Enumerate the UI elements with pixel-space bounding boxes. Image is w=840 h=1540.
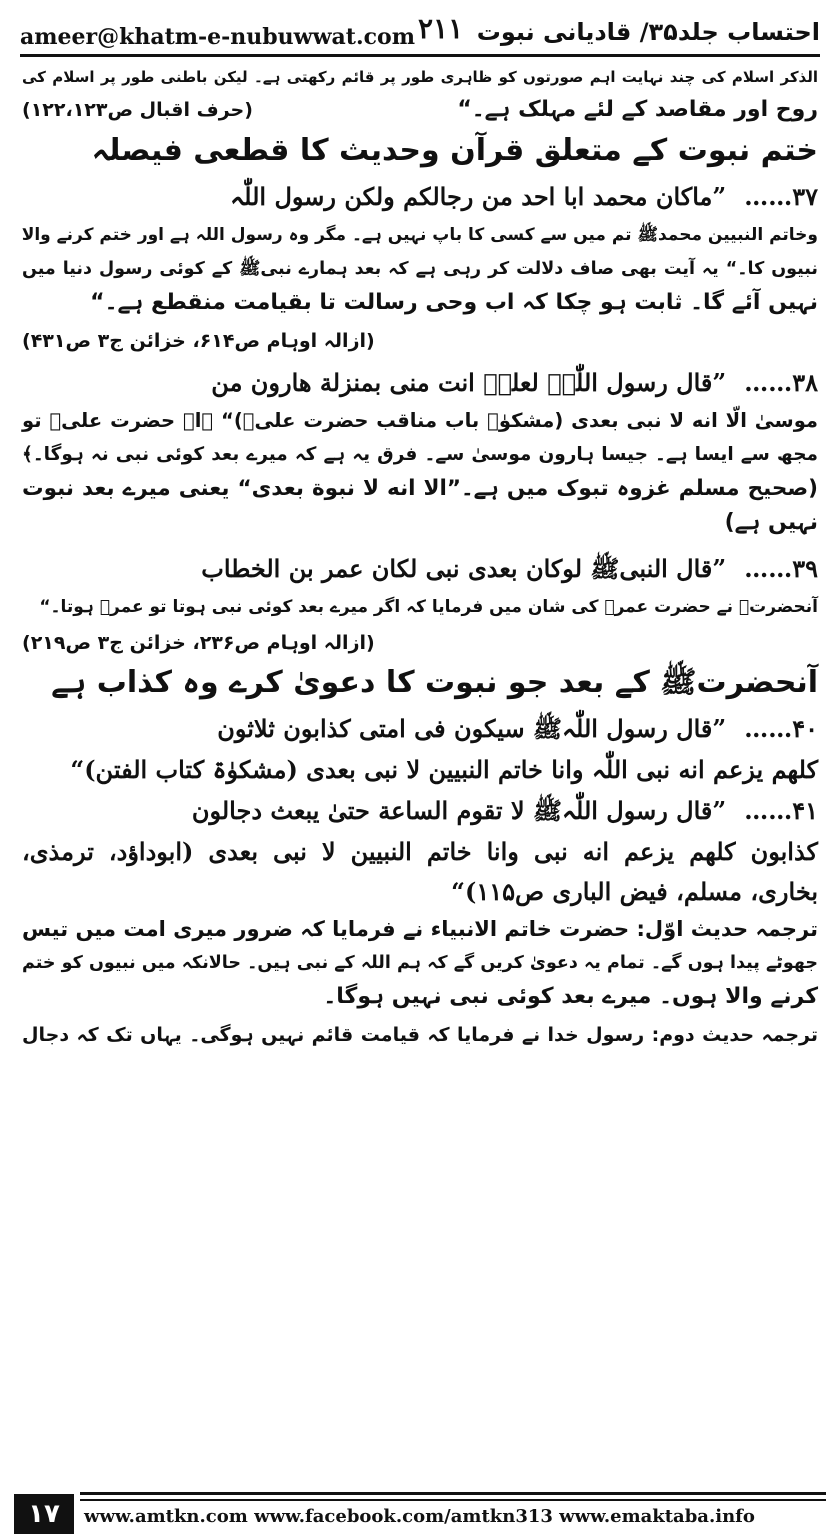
arabic-line: بخاری، مسلم، فیض الباری ص۱۱۵)“: [451, 877, 818, 906]
reference: (ازالہ اوہام ص۲۳۶، خزائن ج۳ ص۲۱۹): [22, 632, 375, 654]
paragraph-line-with-reference: [22, 94, 818, 126]
item-number: ۴۰……: [744, 714, 818, 743]
arabic-text: ”ماکان محمد ابا احد من رجالکم ولکن رسول اللّٰہ: [230, 182, 727, 211]
arabic-text: ”قال رسول اللّٰہﷺ لا تقوم الساعة حتیٰ یبعث دجالون: [191, 796, 727, 825]
page-header: [20, 8, 820, 52]
translation-line: ترجمہ حدیث دوم: رسول خدا نے فرمایا کہ قیامت قائم نہیں ہوگی۔ یہاں تک کہ دجال: [22, 1024, 818, 1046]
arabic-line: کذابون کلهم یزعم انه نبی وانا خاتم النبیین لا نبی بعدی (ابوداؤد، ترمذی،: [22, 837, 818, 866]
footer-rule: [80, 1499, 826, 1501]
header-email: ameer@khatm-e-nubuwwat.com: [20, 24, 415, 50]
paragraph-line: وخاتم النبیین محمدﷺ تم میں سے کسی کا باپ نہیں ہے۔ مگر وہ رسول اللہ ہے اور ختم کرنے والا: [21, 225, 818, 245]
book-title: احتساب جلد۳۵/ قادیانی نبوت: [476, 18, 820, 46]
section-heading: آنحضرتﷺ کے بعد جو نبوت کا دعویٰ کرے وہ کذاب ہے: [51, 665, 818, 700]
footer-rule: [80, 1492, 826, 1495]
arabic-line: کلهم یزعم انه نبی اللّٰہ وانا خاتم النبیین لا نبی بعدی (مشکوٰۃ کتاب الفتن)“: [70, 755, 818, 784]
page-body: [22, 60, 818, 1460]
paragraph-line: روح اور مقاصد کے لئے مہلک ہے۔“: [457, 97, 818, 122]
paragraph-line: (صحیح مسلم غزوہ تبوک میں ہے۔”الا انه لا نبوة بعدی“ یعنی میرے بعد نبوت: [22, 476, 818, 501]
page-footer: [14, 1480, 826, 1540]
footer-urls: www.amtkn.com www.facebook.com/amtkn313 www.emaktaba.info: [84, 1506, 755, 1527]
paragraph-line: نہیں آئے گا۔ ثابت ہو چکا کہ اب وحی رسالت تا بقیامت منقطع ہے۔“: [90, 290, 818, 315]
hadith-39-line1: [22, 548, 818, 590]
section-heading: ختم نبوت کے متعلق قرآن وحدیث کا قطعی فیصلہ: [91, 133, 818, 168]
arabic-text: ”قال رسول اللّٰہﷺ سیکون فی امتی کذابون ثلاثون: [217, 714, 727, 743]
translation-line: ترجمہ حدیث اوّل: حضرت خاتم الانبیاء نے فرمایا کہ ضرور میری امت میں تیس: [22, 917, 818, 941]
item-number: ۳۷……: [744, 182, 818, 211]
hadith-38-line1: [22, 362, 818, 404]
arabic-text: ”قال النبیﷺ لوکان بعدی نبی لکان عمر بن الخطاب: [201, 554, 727, 583]
item-number: ۴۱……: [744, 796, 818, 825]
footer-page-mark: ۱۷: [14, 1494, 74, 1534]
paragraph-line: نبیوں کا۔“ یہ آیت بھی صاف دلالت کر رہی ہے کہ بعد ہمارے نبیﷺ کے کوئی رسول دنیا میں: [22, 259, 818, 279]
translation-line: جھوٹے پیدا ہوں گے۔ تمام یہ دعویٰ کریں گے کہ ہم اللہ کے نبی ہیں۔ حالانکہ میں نبیوں کو ختم: [22, 953, 818, 973]
paragraph-line: مجھ سے ایسا ہے۔ جیسا ہارون موسیٰ سے۔ فرق یہ ہے کہ میرے بعد کوئی نبی نہ ہوگا۔﴾: [22, 444, 818, 465]
paragraph-line: الذکر اسلام کی چند نہایت اہم صورتوں کو ظاہری طور پر قائم رکھتی ہے۔ لیکن باطنی طور پر اسلام کی: [22, 68, 818, 86]
hadith-41-line1: [22, 790, 818, 832]
item-number: ۳۹……: [744, 554, 818, 583]
page-number: ۲۱۱: [418, 12, 464, 45]
hadith-40-line1: [22, 708, 818, 750]
reference: (ازالہ اوہام ص۶۱۴، خزائن ج۳ ص۴۳۱): [22, 330, 375, 352]
hadith-37-line1: [22, 176, 818, 218]
translation-line: کرنے والا ہوں۔ میرے بعد کوئی نبی نہیں ہوگا۔: [323, 984, 818, 1009]
header-rule: [20, 54, 820, 57]
paragraph-line: موسیٰ الّا انه لا نبی بعدی (مشکوٰۃ باب مناقب حضرت علیؓ)“ ﴿اے حضرت علیؓ تو: [22, 409, 818, 432]
arabic-text: ”قال رسول اللّٰہﷺ لعلیؓ انت منی بمنزلة هارون من: [211, 368, 727, 397]
paragraph-line: نہیں ہے): [724, 510, 818, 535]
paragraph-line: آنحضرتﷺ نے حضرت عمرؓ کی شان میں فرمایا کہ اگر میرے بعد کوئی نبی ہوتا تو عمرؓ ہوتا۔“: [39, 597, 818, 617]
reference: (حرف اقبال ص۱۲۲،۱۲۳): [22, 99, 253, 121]
item-number: ۳۸……: [744, 368, 818, 397]
